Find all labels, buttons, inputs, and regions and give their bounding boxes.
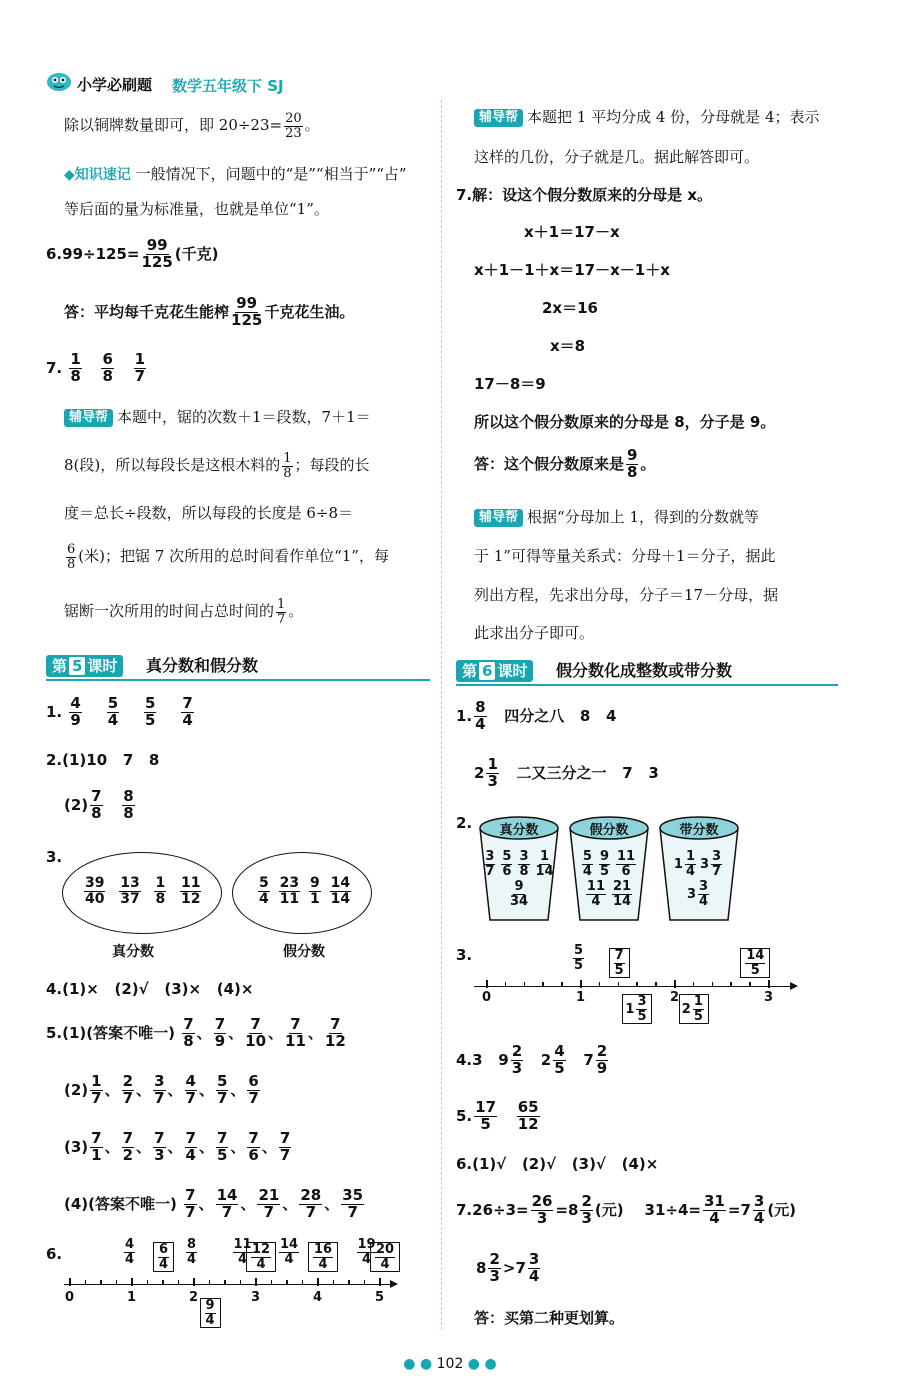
- separator: 、: [167, 1137, 183, 1156]
- q6-answer: 答：平均每千克花生能榨 $\frac{99}{125}$ 千克花生油。: [64, 294, 355, 329]
- right-help-line-2: 这样的几份，分子就是几。据此解答即可。: [474, 148, 760, 166]
- fraction: 3 8: [519, 849, 529, 879]
- separator: 、: [230, 1137, 246, 1156]
- right-help2-line-1: 辅导帮 根据“分母加上 1，得到的分数就等: [474, 506, 759, 527]
- s2-label: 2.: [456, 814, 473, 832]
- separator: 、: [198, 1194, 214, 1213]
- improper-label: 假分数: [283, 944, 325, 960]
- fraction: 3 7: [712, 849, 722, 879]
- separator: 、: [167, 1080, 183, 1099]
- cup-2: [568, 816, 650, 922]
- equation-3: 2x＝16: [542, 299, 598, 317]
- page-number: ● ● 102 ● ●: [403, 1356, 497, 1372]
- cup-title: 带分数: [679, 823, 719, 838]
- tick-mark: [749, 982, 751, 987]
- tick-mark: [178, 1280, 180, 1285]
- separator: 、: [196, 1023, 212, 1042]
- s3-label: 3.: [456, 946, 473, 964]
- p3-label: 3.: [46, 848, 63, 866]
- separator: 、: [198, 1137, 214, 1156]
- tick-mark: [69, 1278, 71, 1286]
- help-line-1: 辅导帮 本题中，锯的次数＋1＝段数，7＋1＝: [64, 406, 371, 427]
- separator: 、: [230, 1080, 246, 1099]
- top-fraction-marker: [277, 1238, 301, 1266]
- section-5-header: [46, 655, 430, 681]
- fraction: $\frac{7}{5}$: [216, 1129, 228, 1164]
- tick-label: 1: [127, 1290, 137, 1305]
- equation-1: x＋1＝17－x: [524, 223, 620, 241]
- fraction: $\frac{5}{5}$: [574, 943, 584, 973]
- section-6-header: [456, 660, 838, 686]
- tick-mark: [505, 982, 507, 987]
- help-line-4: $\frac{6}{8}$ (米)；把锯 7 次所用的总时间看作单位“1”，每: [67, 542, 389, 572]
- fraction: $\frac{8}{4}$: [187, 1237, 197, 1267]
- tick-label: 4: [313, 1290, 323, 1305]
- top-fraction-marker: [184, 1238, 199, 1266]
- fraction: $\frac{4}{4}$: [125, 1237, 135, 1267]
- fraction: 5 6: [502, 849, 512, 879]
- fraction: 1 14: [535, 849, 554, 879]
- tick-mark: [524, 982, 526, 987]
- bottom-fraction-marker: [200, 1294, 221, 1328]
- fraction: 1 5: [693, 994, 703, 1024]
- tick-mark: [674, 980, 676, 988]
- logo-icon: [46, 70, 72, 92]
- tick-mark: [580, 980, 582, 988]
- tick-mark: [333, 1280, 335, 1285]
- help-line-3: 度＝总长÷段数，所以每段的长度是 6÷8＝: [64, 504, 353, 522]
- p5-part1: 5.(1)(答案不唯一) $\frac{7}{8}$ 、 $\frac{7}{9}$ 、 $\frac{7}{10}$ 、 $\frac{7}{11}$ 、 $\frac{7}{12}$: [46, 1015, 346, 1050]
- cup-contents: 1 1 4 3 3 7 3 3 4: [673, 849, 722, 909]
- book-subtitle: 数学五年级下 SJ: [172, 77, 284, 95]
- fraction: 20 4: [376, 1242, 395, 1272]
- right-help2-line-4: 此求出分子即可。: [474, 624, 595, 642]
- tick-mark: [364, 1280, 366, 1285]
- number-line-3: [474, 944, 814, 1024]
- help-line-5: 锯断一次所用的时间占总时间的 $\frac{1}{7}$ 。: [64, 597, 304, 627]
- fraction: 11 4: [586, 879, 605, 909]
- q7-answers: 7. $\frac{1}{8}$ $\frac{6}{8}$ $\frac{1}{7}$: [46, 350, 146, 385]
- p4-answers: 4.(1)× (2)√ (3)× (4)×: [46, 980, 254, 998]
- p5-part3: (3) $\frac{7}{1}$ 、 $\frac{7}{2}$ 、 $\frac{7}{3}$ 、 $\frac{7}{4}$ 、 $\frac{7}{5}$ 、 $\frac{7}{6}$ 、 $\frac{7}{7}$: [64, 1129, 291, 1164]
- tick-label: 3: [251, 1290, 261, 1305]
- fraction: $\frac{7}{8}$: [183, 1015, 194, 1050]
- axis-line: [474, 986, 792, 987]
- p1-answers: 1. $\frac{4}{9}$ $\frac{5}{4}$ $\frac{5}{5}$ $\frac{7}{4}$: [46, 694, 193, 729]
- separator: 、: [282, 1194, 298, 1213]
- fraction: $\frac{2}{7}$: [122, 1072, 134, 1107]
- right-help2-line-3: 列出方程，先求出分母，分子＝17－分母，据: [474, 586, 779, 604]
- fraction: $\frac{7}{10}$: [245, 1015, 267, 1050]
- fraction: $\frac{14}{4}$: [280, 1237, 299, 1267]
- tick-mark: [209, 1280, 211, 1285]
- s1-line1: 1. $\frac{8}{4}$ 四分之八 8 4: [456, 698, 617, 733]
- fraction: $\frac{7}{7}$: [185, 1186, 196, 1221]
- fraction: 3 4: [699, 879, 709, 909]
- fraction: $\frac{2}{9}$: [596, 1042, 608, 1077]
- help-line-2: 8(段)，所以每段长是这根木料的 $\frac{1}{8}$ ；每段的长: [64, 451, 370, 481]
- tick-mark: [730, 982, 732, 987]
- whole-part: 2: [540, 1050, 552, 1069]
- improper-fraction-set: $\frac{5}{4}$ $\frac{23}{11}$ $\frac{9}{1}$ $\frac{14}{14}$: [259, 875, 351, 907]
- s6-answers: 6.(1)√ (2)√ (3)√ (4)×: [456, 1155, 659, 1173]
- section-5-title: 真分数和假分数: [146, 656, 259, 675]
- fraction: $\frac{21}{7}$: [258, 1186, 280, 1221]
- fraction: 9 34: [509, 879, 529, 909]
- tick-mark: [100, 1280, 102, 1285]
- separator: 、: [307, 1023, 323, 1042]
- separator: 、: [228, 1023, 244, 1042]
- p2-part2: (2) $\frac{7}{8}$ $\frac{8}{8}$: [64, 787, 134, 822]
- q7-title: 7.解：设这个假分数原来的分母是 x。: [456, 186, 713, 204]
- tick-mark: [193, 1278, 195, 1286]
- help-badge: 辅导帮: [64, 409, 113, 427]
- fraction: $\frac{7}{1}$: [91, 1129, 102, 1164]
- cup-contents: [572, 850, 646, 909]
- tick-mark: [116, 1280, 118, 1285]
- tick-label: 5: [375, 1290, 385, 1305]
- cup-3: [658, 816, 740, 922]
- fraction: $\frac{7}{9}$: [214, 1015, 226, 1050]
- tick-label: 0: [482, 990, 492, 1005]
- tick-mark: [317, 1278, 319, 1286]
- knowledge-tip-line2: 等后面的量为标准量，也就是单位“1”。: [64, 200, 329, 218]
- fraction: $\frac{7}{11}$: [285, 1015, 306, 1050]
- help-badge: 辅导帮: [474, 109, 523, 127]
- left-line-1: 除以铜牌数量即可，即 20÷23= $\frac{20}{23}$ 。: [64, 111, 320, 141]
- fraction: 9 4: [205, 1298, 215, 1328]
- whole-part: 7: [583, 1050, 594, 1069]
- s4-answers: 4.3 9 $\frac{2}{3}$ 2 $\frac{4}{5}$ 7 $\frac{2}{9}$: [456, 1042, 608, 1077]
- fraction: 7 5: [614, 948, 624, 978]
- separator: 、: [268, 1023, 284, 1042]
- tick-label: 3: [764, 990, 774, 1005]
- fraction: $\frac{2}{3}$: [511, 1042, 523, 1077]
- top-fraction-marker: [609, 944, 630, 978]
- fraction: $\frac{7}{4}$: [185, 1129, 196, 1164]
- tick-mark: [768, 980, 770, 988]
- s5-answers: 5. $\frac{17}{5}$ $\frac{65}{12}$: [456, 1098, 539, 1133]
- proper-label: 真分数: [112, 944, 154, 960]
- fraction: $\frac{6}{7}$: [248, 1072, 259, 1107]
- fraction: 21 14: [613, 879, 632, 909]
- top-fraction-marker: [370, 1238, 400, 1272]
- p5-part4: (4)(答案不唯一) $\frac{7}{7}$ 、 $\frac{14}{7}$ 、 $\frac{21}{7}$ 、 $\frac{28}{7}$ 、 $\frac{35}{7}$: [64, 1186, 364, 1221]
- q6-equation: 6.99÷125= $\frac{99}{125}$ (千克): [46, 236, 219, 271]
- fraction: 11 6: [617, 849, 636, 879]
- tick-label: 1: [576, 990, 586, 1005]
- fraction: $\frac{7}{12}$: [324, 1015, 346, 1050]
- q7-answer: 答：这个假分数原来是 $\frac{9}{8}$ 。: [474, 446, 656, 481]
- fraction: $\frac{7}{6}$: [248, 1129, 259, 1164]
- tick-mark: [636, 982, 638, 987]
- tick-mark: [286, 1280, 288, 1285]
- tick-label: 2: [670, 990, 680, 1005]
- equation-5: 17－8＝9: [474, 375, 546, 393]
- tick-mark: [162, 1280, 164, 1285]
- separator: 、: [104, 1080, 120, 1099]
- arrow-icon: [390, 1280, 398, 1288]
- tick-mark: [693, 982, 695, 987]
- fraction: 1 4: [685, 849, 695, 879]
- p2-part1: 2.(1)10 7 8: [46, 751, 160, 769]
- top-fraction-marker: [308, 1238, 338, 1272]
- top-fraction-marker: [571, 944, 586, 972]
- separator: 、: [104, 1137, 120, 1156]
- tick-mark: [131, 1278, 133, 1286]
- equation-2: x＋1－1＋x＝17－x－1＋x: [474, 261, 670, 279]
- fraction: 12 4: [252, 1242, 271, 1272]
- tick-mark: [348, 1280, 350, 1285]
- top-fraction-marker: [122, 1238, 137, 1266]
- fraction: $\frac{5}{7}$: [216, 1072, 228, 1107]
- section-6-title: 假分数化成整数或带分数: [556, 661, 733, 680]
- tick-mark: [240, 1280, 242, 1285]
- tick-mark: [255, 1278, 257, 1286]
- tick-mark: [302, 1280, 304, 1285]
- tick-mark: [486, 980, 488, 988]
- fraction: $\frac{7}{3}$: [154, 1129, 165, 1164]
- right-help2-line-2: 于 1”可得等量关系式：分母＋1＝分子，据此: [474, 547, 776, 565]
- fraction: $\frac{4}{7}$: [185, 1072, 196, 1107]
- tick-mark: [379, 1278, 381, 1286]
- separator: 、: [261, 1137, 277, 1156]
- fraction: $\frac{3}{7}$: [154, 1072, 165, 1107]
- number-line-6: [64, 1238, 404, 1328]
- separator: 、: [198, 1080, 214, 1099]
- s1-line2: 2 $\frac{1}{3}$ 二又三分之一 7 3: [474, 755, 659, 790]
- separator: 、: [324, 1194, 340, 1213]
- tick-mark: [655, 982, 657, 987]
- fraction: $\frac{14}{7}$: [216, 1186, 238, 1221]
- fraction: $\frac{7}{7}$: [279, 1129, 291, 1164]
- fraction: 5 4: [582, 849, 592, 879]
- tick-mark: [542, 982, 544, 987]
- fraction: 3 5: [637, 994, 647, 1024]
- tick-mark: [599, 982, 601, 987]
- tick-mark: [224, 1280, 226, 1285]
- cup-title: 假分数: [589, 823, 629, 838]
- tick-mark: [85, 1280, 87, 1285]
- conclusion: 所以这个假分数原来的分母是 8，分子是 9。: [474, 413, 776, 431]
- top-fraction-marker: [246, 1238, 276, 1272]
- fraction: 14 5: [746, 948, 765, 978]
- fraction: 9 5: [599, 849, 609, 879]
- top-fraction-marker: [153, 1238, 174, 1272]
- tick-label: 0: [65, 1290, 75, 1305]
- fraction: $\frac{19}{4}$: [357, 1237, 376, 1267]
- bottom-mixed-marker: 2 1 5: [679, 994, 709, 1024]
- help-badge: 辅导帮: [474, 509, 523, 527]
- separator: 、: [136, 1080, 152, 1099]
- fraction: $\frac{11}{4}$: [233, 1237, 252, 1267]
- fraction: $\frac{35}{7}$: [342, 1186, 364, 1221]
- tick-mark: [147, 1280, 149, 1285]
- top-fraction-marker: [740, 944, 770, 978]
- tick-mark: [271, 1280, 273, 1285]
- section-6-tag: 第 6 课时: [456, 660, 533, 682]
- fraction: $\frac{4}{5}$: [554, 1042, 565, 1077]
- axis-line: [64, 1284, 394, 1285]
- column-divider: [441, 100, 442, 1330]
- separator: 、: [136, 1137, 152, 1156]
- fraction: $\frac{7}{2}$: [122, 1129, 134, 1164]
- tick-mark: [561, 982, 563, 987]
- tick-mark: [712, 982, 714, 987]
- s7-compare: 8 $\frac{2}{3}$ >7 $\frac{3}{4}$: [476, 1250, 540, 1285]
- cup-1: [478, 816, 560, 922]
- fraction: 6 4: [159, 1242, 169, 1272]
- fraction: $\frac{1}{7}$: [91, 1072, 102, 1107]
- cup-title: 真分数: [499, 823, 539, 838]
- whole-part: 9: [498, 1050, 509, 1069]
- tick-label: 2: [189, 1290, 199, 1305]
- fraction: 3 7: [485, 849, 495, 879]
- fraction: 16 4: [314, 1242, 333, 1272]
- knowledge-tip: ◆知识速记 一般情况下，问题中的“是”“相当于”“占”: [64, 165, 407, 183]
- s7-line1: 7.26÷3= $\frac{26}{3}$ =8 $\frac{2}{3}$ (元) 31÷4= $\frac{31}{4}$ =7 $\frac{3}{4}$ (元): [456, 1192, 797, 1227]
- arrow-icon: [790, 982, 798, 990]
- right-help-line-1: 辅导帮 本题把 1 平均分成 4 份，分母就是 4；表示: [474, 106, 820, 127]
- p6-label: 6.: [46, 1245, 63, 1263]
- s7-answer: 答：买第二种更划算。: [474, 1309, 625, 1327]
- separator: 、: [240, 1194, 256, 1213]
- fraction: $\frac{28}{7}$: [300, 1186, 322, 1221]
- cup-contents: [482, 850, 556, 909]
- equation-4: x＝8: [550, 337, 586, 355]
- tick-mark: [618, 982, 620, 987]
- brand-title: 小学必刷题: [77, 76, 153, 94]
- proper-fraction-set: $\frac{39}{40}$ $\frac{13}{37}$ $\frac{1}{8}$ $\frac{11}{12}$: [85, 875, 201, 907]
- fraction: $\frac{20}{23}$: [285, 111, 302, 141]
- section-5-tag: 第 5 课时: [46, 655, 123, 677]
- p5-part2: (2) $\frac{1}{7}$ 、 $\frac{2}{7}$ 、 $\frac{3}{7}$ 、 $\frac{4}{7}$ 、 $\frac{5}{7}$ 、 $\frac{6}{7}$: [64, 1072, 259, 1107]
- bottom-mixed-marker: 1 3 5: [622, 994, 652, 1024]
